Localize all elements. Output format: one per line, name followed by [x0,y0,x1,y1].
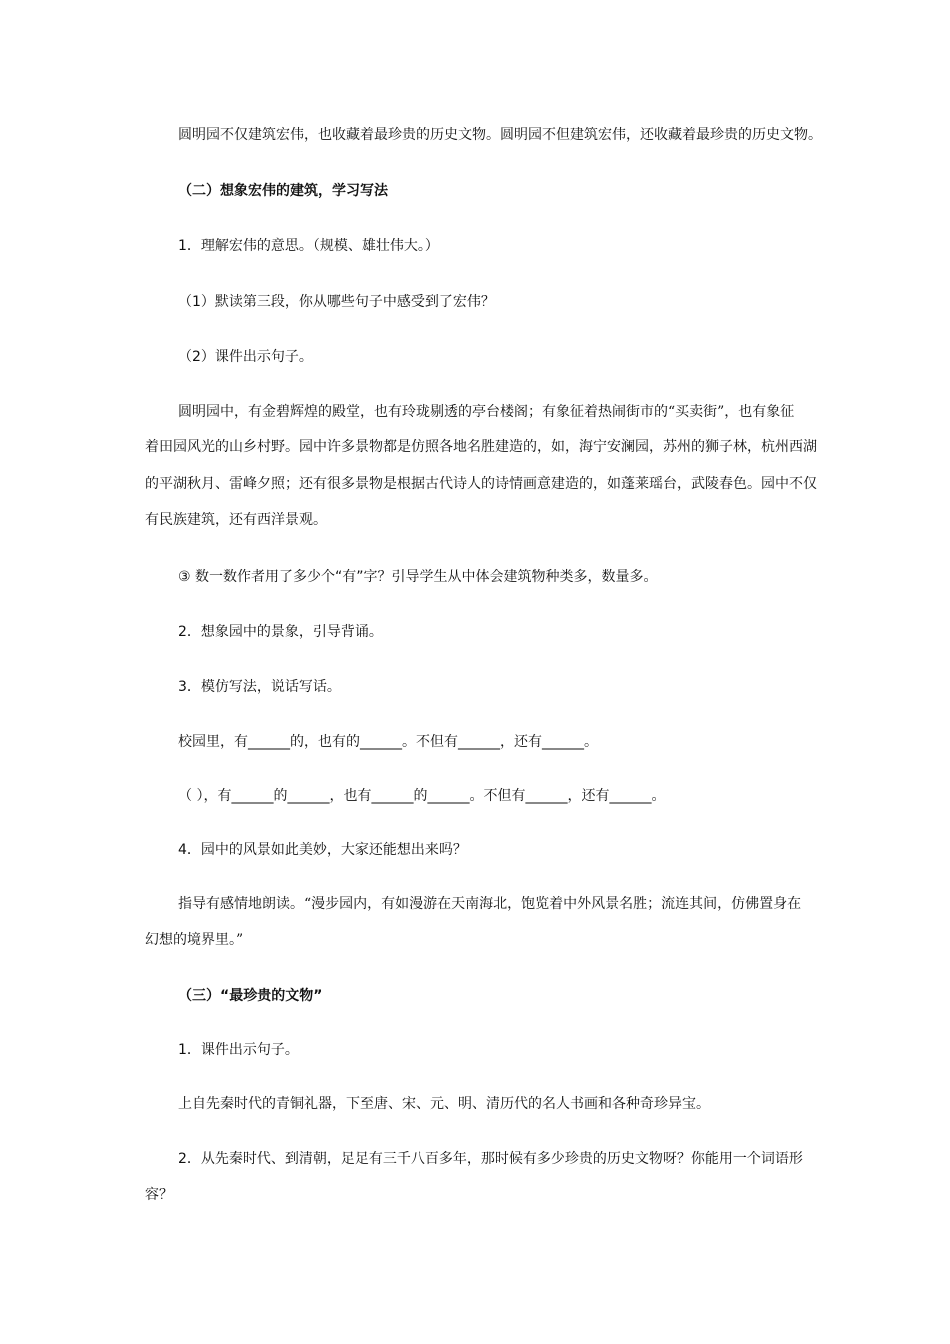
item-3-2-line-1: 2．从先秦时代、到清朝，足足有三千八百多年，那时候有多少珍贵的历史文物呀？你能用一个词语形 [178,1151,803,1167]
item-3-1-text: 上自先秦时代的青铜礼器，下至唐、宋、元、明、清历代的名人书画和各种奇珍异宝。 [178,1096,710,1112]
paragraph-comparison: 圆明园不仅建筑宏伟，也收藏着最珍贵的历史文物。圆明园不但建筑宏伟，还收藏着最珍贵的历史文物。 [178,127,822,143]
item-1-sub-3: ③ 数一数作者用了多少个“有”字？引导学生从中体会建筑物种类多，数量多。 [178,569,658,585]
fill-in-sentence-2: （ ），有______的______，也有______的______。不但有______，还有______。 [178,788,666,804]
guide-line-1: 指导有感情地朗读。“漫步园内，有如漫游在天南海北，饱览着中外风景名胜；流连其间，仿佛置身在 [178,896,802,912]
item-3: 3．模仿写法，说话写话。 [178,679,341,695]
section-heading-two: （二）想象宏伟的建筑，学习写法 [178,183,388,199]
quote-line-2: 着田园风光的山乡村野。园中许多景物都是仿照各地名胜建造的，如，海宁安澜园，苏州的狮子林，杭州西湖 [145,439,817,455]
fill-in-sentence-1: 校园里，有______的，也有的______。不但有______，还有______。 [178,734,598,750]
section-heading-three: （三）“最珍贵的文物” [178,988,323,1004]
item-1-sub-1: （1）默读第三段，你从哪些句子中感受到了宏伟？ [178,294,495,310]
quote-line-1: 圆明园中，有金碧辉煌的殿堂，也有玲珑剔透的亭台楼阁；有象征着热闹街市的“买卖街”，也有象征 [178,404,795,420]
guide-line-2: 幻想的境界里。” [145,932,244,948]
item-3-2-line-2: 容？ [145,1187,173,1203]
quote-line-4: 有民族建筑，还有西洋景观。 [145,512,327,528]
item-3-1: 1．课件出示句子。 [178,1042,299,1058]
item-1: 1．理解宏伟的意思。（规模、雄壮伟大。） [178,238,439,254]
quote-line-3: 的平湖秋月、雷峰夕照；还有很多景物是根据古代诗人的诗情画意建造的，如蓬莱瑶台，武陵春色。园中不仅 [145,476,817,492]
item-4: 4．园中的风景如此美妙，大家还能想出来吗？ [178,842,467,858]
item-1-sub-2: （2）课件出示句子。 [178,349,313,365]
item-2: 2．想象园中的景象，引导背诵。 [178,624,383,640]
